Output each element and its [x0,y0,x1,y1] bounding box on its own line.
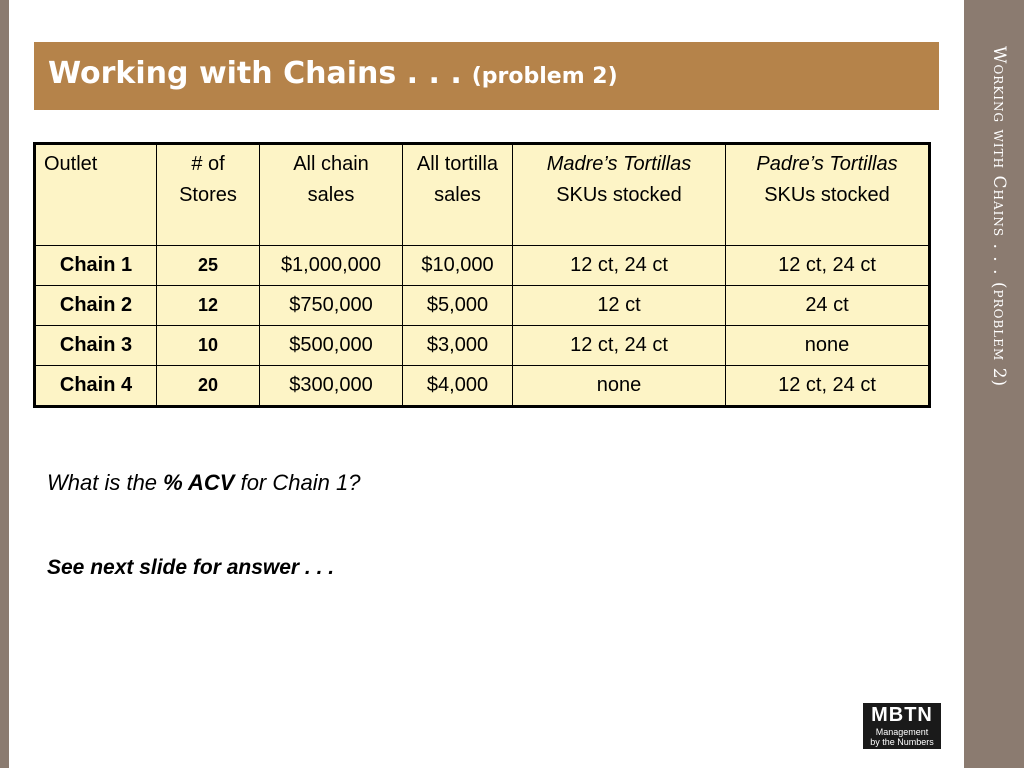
cell-stores: 20 [157,366,260,407]
slide-title-main: Working with Chains . . . [48,56,462,91]
question-pre: What is the [47,470,164,495]
header-padre-brand: Padre’s Tortillas [756,153,898,175]
question-bold: % ACV [163,470,235,495]
slide-title-sub: (problem 2) [471,64,618,89]
cell-stores: 10 [157,326,260,366]
slide-title [48,56,618,96]
mbtn-logo [863,703,941,749]
question-text [47,470,360,496]
header-madre [513,144,726,246]
logo-text: MBTN [871,704,933,726]
header-tortilla-sales: All tortilla sales [403,144,513,246]
side-title: Working with Chains . . . (problem 2) [989,46,1009,388]
header-stores: # of Stores [157,144,260,246]
cell-stores: 12 [157,286,260,326]
cell-outlet: Chain 4 [35,366,157,407]
cell-padre: 12 ct, 24 ct [726,246,930,286]
cell-chain-sales: $500,000 [260,326,403,366]
header-madre-rest: SKUs stocked [556,184,682,206]
header-madre-brand: Madre’s Tortillas [546,153,692,175]
cell-stores: 25 [157,246,260,286]
table-row [35,286,930,326]
cell-madre: 12 ct, 24 ct [513,326,726,366]
cell-padre: 12 ct, 24 ct [726,366,930,407]
cell-madre: 12 ct [513,286,726,326]
question-post: for Chain 1? [234,470,361,495]
header-outlet: Outlet [35,144,157,246]
cell-tortilla-sales: $5,000 [403,286,513,326]
cell-chain-sales: $750,000 [260,286,403,326]
next-slide-note: See next slide for answer . . . [47,556,335,579]
cell-padre: 24 ct [726,286,930,326]
cell-outlet: Chain 2 [35,286,157,326]
cell-chain-sales: $300,000 [260,366,403,407]
logo-line1: Management [875,727,929,737]
table-row [35,326,930,366]
header-padre-rest: SKUs stocked [764,184,890,206]
header-chain-sales: All chain sales [260,144,403,246]
cell-chain-sales: $1,000,000 [260,246,403,286]
table-row [35,246,930,286]
chains-table [33,142,931,408]
table-row [35,366,930,407]
cell-outlet: Chain 1 [35,246,157,286]
cell-tortilla-sales: $3,000 [403,326,513,366]
cell-padre: none [726,326,930,366]
cell-tortilla-sales: $10,000 [403,246,513,286]
cell-madre: 12 ct, 24 ct [513,246,726,286]
cell-madre: none [513,366,726,407]
cell-tortilla-sales: $4,000 [403,366,513,407]
logo-line2: by the Numbers [870,737,934,747]
table-header-row [35,144,930,246]
cell-outlet: Chain 3 [35,326,157,366]
header-padre [726,144,930,246]
